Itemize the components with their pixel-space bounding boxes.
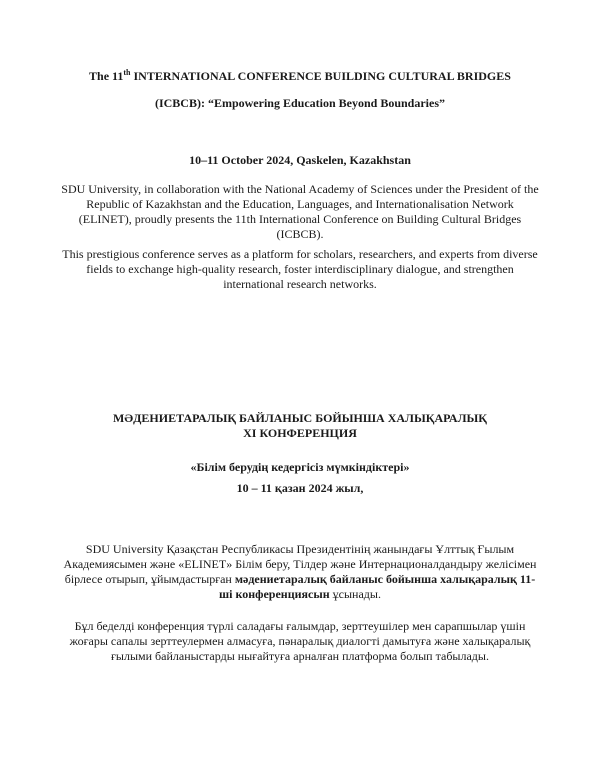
kazakh-paragraph-1-emphasis: мәдениетаралық байланыс бойынша халықаралық 11-ші конференциясын [219, 572, 536, 601]
kazakh-paragraph-1-text [60, 542, 540, 602]
kazakh-title-line1: МӘДЕНИЕТАРАЛЫҚ БАЙЛАНЫС БОЙЫНША ХАЛЫҚАРАЛЫҚ [112, 411, 488, 425]
title-prefix: The 11 [89, 69, 124, 83]
title-ordinal-suffix: th [123, 68, 131, 77]
kazakh-date-text: 10 – 11 қазан 2024 жыл, [236, 481, 364, 495]
english-title-line2: (ICBCB): “Empowering Education Beyond Boundaries” [154, 96, 446, 110]
kazakh-paragraph-1 [60, 542, 540, 602]
date-place-text: 10–11 October 2024, Qaskelen, Kazakhstan [189, 153, 411, 167]
kazakh-title [60, 411, 540, 441]
english-paragraph-1 [60, 182, 540, 242]
english-paragraph-2 [60, 247, 540, 292]
kazakh-paragraph-2 [60, 619, 540, 664]
english-title-line1 [60, 69, 540, 84]
kazakh-subtitle [60, 460, 540, 475]
english-paragraph-2-text: This prestigious conference serves as a platform for scholars, researchers, and experts from diverse fields to exchange high-quality research, foster interdisciplinary dialogue, and strengthen international research networks. [62, 247, 538, 291]
title-rest: INTERNATIONAL CONFERENCE BUILDING CULTURAL BRIDGES [130, 69, 511, 83]
kazakh-paragraph-2-text: Бұл беделді конференция түрлі саладағы ғалымдар, зерттеушілер мен сарапшылар үшін жоғары сапалы зерттеулермен алмасуға, пәнаралық диалогті дамытуға және халықаралық ғылыми байланыстарды нығайтуға арналған платформа болып табылады. [69, 619, 531, 663]
english-date-place [60, 153, 540, 168]
kazakh-title-line2: XI КОНФЕРЕНЦИЯ [243, 426, 357, 440]
english-title [60, 69, 540, 111]
kazakh-paragraph-1-end: ұсынады. [329, 587, 381, 601]
kazakh-paragraph-1-start: SDU University Қазақстан Республикасы Президентінің жанындағы Ұлттық Ғылым Академиясымен және «ELINET» Білім беру, Тілдер және Интернационалдандыру желісімен бірлесе отырып, ұйымдастырған [63, 542, 537, 586]
kazakh-date [60, 481, 540, 496]
kazakh-subtitle-text: «Білім берудің кедергісіз мүмкіндіктері» [190, 460, 410, 474]
english-paragraph-1-text: SDU University, in collaboration with the National Academy of Sciences under the President of the Republic of Kazakhstan and the Education, Languages, and Internationalisation Network (ELINET), proudly presents the 11th International Conference on Building Cultural Bridges (ICBCB). [61, 182, 539, 241]
